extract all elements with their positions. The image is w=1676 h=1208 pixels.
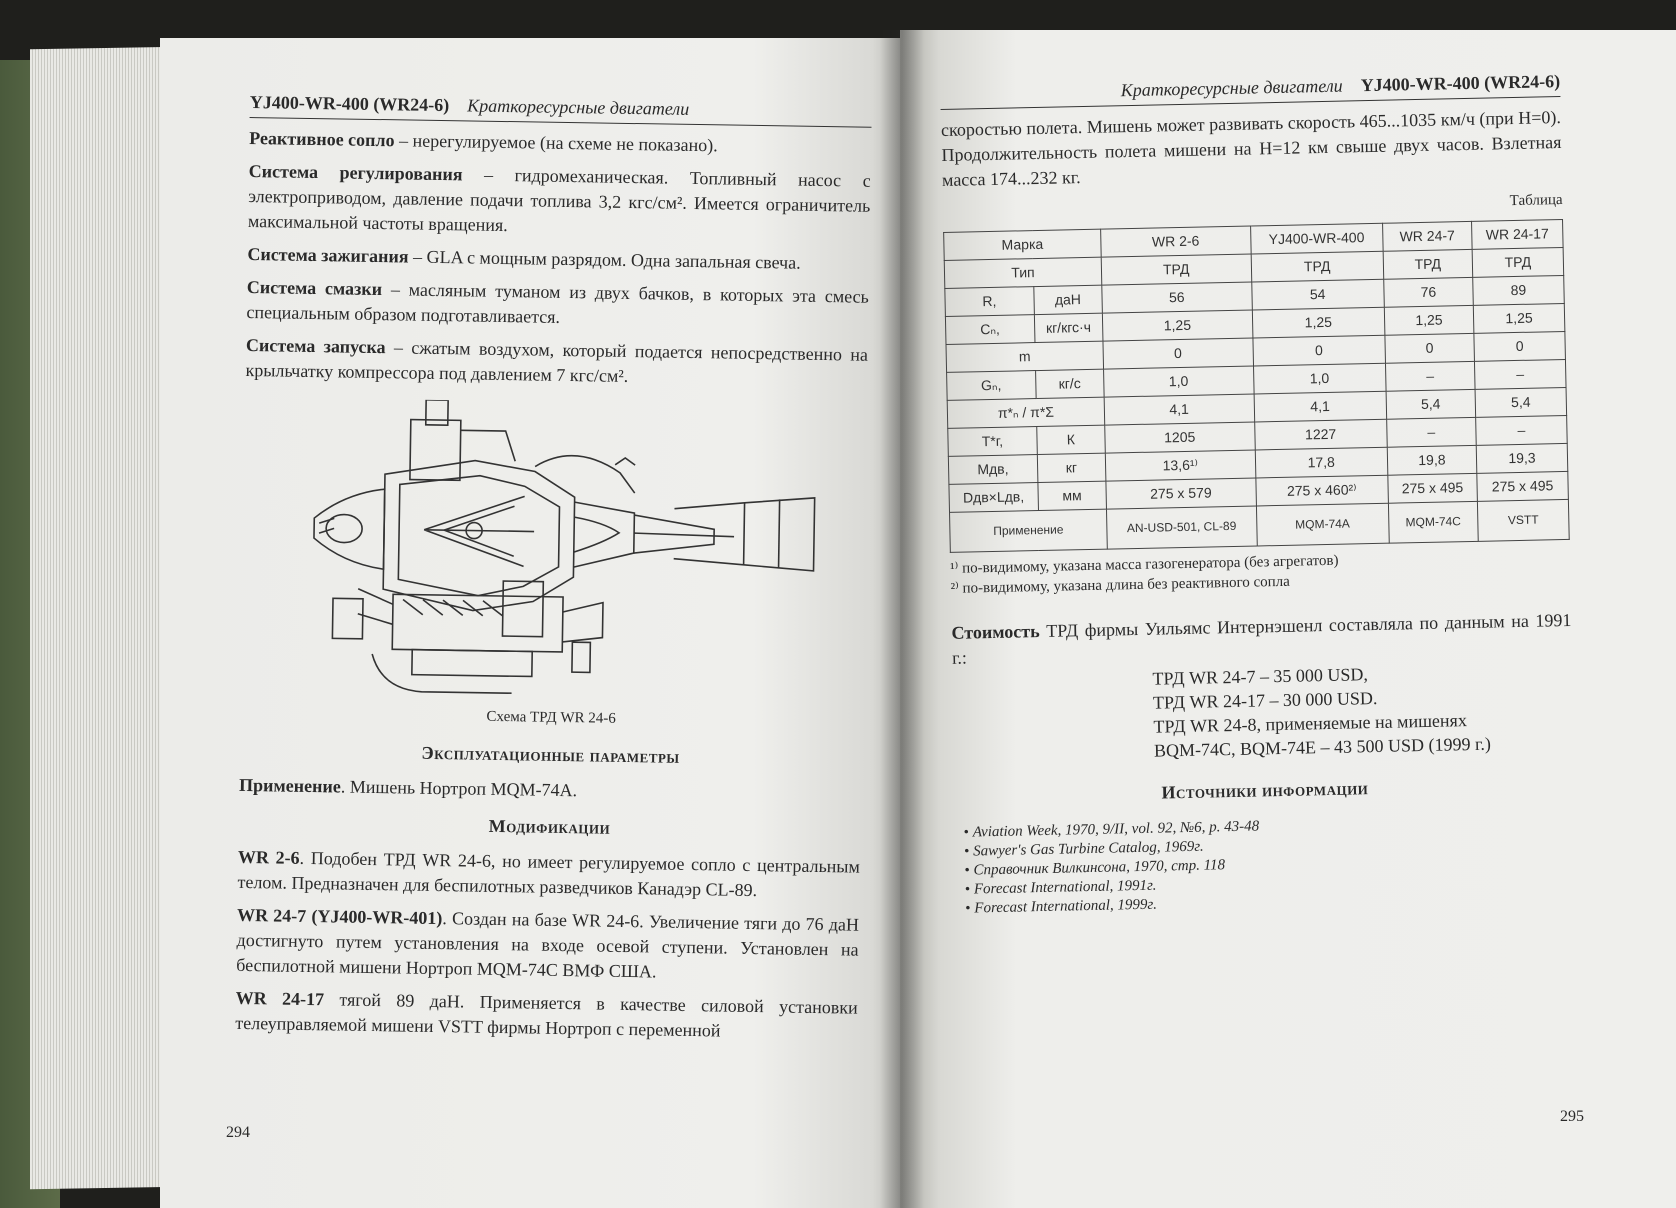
footnote-1: ¹⁾ по-видимому, указана масса газогенератора (без агрегатов) <box>950 552 1339 577</box>
param-cell: π*ₙ / π*Σ <box>947 397 1104 428</box>
type-cell: ТРД <box>1251 251 1384 282</box>
value-cell: – <box>1385 361 1475 391</box>
param-cell: R, <box>945 287 1034 317</box>
paragraph-control-system: Система регулирования – гидромеханическая. Топливный насос с электроприводом, давление подачи топлива 3,2 кгс/см². Имеется ограничитель максимальной частоты вращения. <box>247 160 871 236</box>
cost-line: BQM-74C, BQM-74E – 43 500 USD (1999 г.) <box>1153 733 1492 761</box>
paragraph-cost: Стоимость ТРД фирмы Уильямс Интернэшенл составляла по данным на 1991 г.: <box>951 609 1572 668</box>
sources-title: Источники информации <box>1161 778 1369 803</box>
cost-line: ТРД WR 24-8, применяемые на мишенях <box>1153 710 1468 737</box>
engine-schematic-figure <box>271 397 836 706</box>
source-item: • Sawyer's Gas Turbine Catalog, 1969г. <box>964 830 1576 862</box>
value-cell: 0 <box>1252 335 1385 366</box>
modifications-title: Модификации <box>488 815 611 838</box>
book-spine-shadow <box>880 30 924 1208</box>
unit-cell: К <box>1036 425 1105 454</box>
paragraph-nozzle: Реактивное сопло – нерегулируемое (на схеме не показано). <box>249 127 718 156</box>
value-cell: 1,25 <box>1252 307 1385 338</box>
value-cell: 13,6¹⁾ <box>1105 450 1255 481</box>
value-cell: 1,25 <box>1384 305 1474 335</box>
right-header-section: Краткоресурсные двигатели <box>1120 75 1343 101</box>
right-running-head <box>940 69 1560 110</box>
value-cell: 89 <box>1473 275 1565 305</box>
footnote-2: ²⁾ по-видимому, указана длина без реактивного сопла <box>950 573 1291 597</box>
right-page-number: 295 <box>1560 1108 1584 1125</box>
paragraph-intro: скоростью полета. Мишень может развивать скорость 465...1035 км/ч (при H=0). Продолжительность полета мишени на H=12 км свыше двух часов. Взлетная масса 174...232 кг. <box>940 107 1562 190</box>
unit-cell: мм <box>1038 481 1107 510</box>
value-cell: 1,25 <box>1102 310 1252 341</box>
paragraph-mod-wr24-17: WR 24-17 тягой 89 даН. Применяется в качестве силовой установки телеуправляемой мишени VSTT фирмы Нортроп с переменной <box>235 987 858 1041</box>
value-cell: 0 <box>1385 333 1475 363</box>
operational-params-title: Эксплуатационные параметры <box>421 742 680 767</box>
paragraph-ignition: Система зажигания – GLA с мощным разрядом. Одна запальная свеча. <box>247 243 801 273</box>
marka-label: Марка <box>944 229 1101 260</box>
param-cell: Dдв×Lдв, <box>949 483 1038 513</box>
value-cell: 5,4 <box>1386 389 1476 419</box>
figure-caption: Схема ТРД WR 24-6 <box>486 708 616 727</box>
value-cell: 275 x 460²⁾ <box>1255 475 1388 506</box>
right-page <box>900 30 1676 1208</box>
value-cell: – <box>1387 417 1477 447</box>
param-cell: T*г, <box>948 427 1037 457</box>
left-page-number: 294 <box>226 1124 250 1141</box>
model-cell: WR 2-6 <box>1101 226 1251 257</box>
model-cell: WR 24-7 <box>1382 221 1472 251</box>
value-cell: 19,8 <box>1387 445 1477 475</box>
paragraph-mod-wr2-6: WR 2-6. Подобен ТРД WR 24-6, но имеет регулируемое сопло с центральным телом. Предназначен для беспилотных разведчиков Канадэр CL-89. <box>237 846 861 901</box>
value-cell: 19,3 <box>1476 443 1568 473</box>
spec-table <box>943 219 1570 553</box>
application-cell: MQM-74A <box>1256 503 1389 546</box>
cost-block <box>951 608 1574 767</box>
type-label: Тип <box>944 257 1101 288</box>
value-cell: 76 <box>1384 277 1474 307</box>
right-page-content <box>940 69 1577 919</box>
param-cell: Cₙ, <box>945 315 1034 345</box>
table-label: Таблица <box>1509 191 1563 210</box>
value-cell: 4,1 <box>1254 391 1387 422</box>
application-cell: MQM-74C <box>1388 501 1478 543</box>
value-cell: – <box>1474 359 1566 389</box>
model-cell: YJ400-WR-400 <box>1250 223 1383 254</box>
value-cell: 5,4 <box>1475 387 1567 417</box>
source-item: • Forecast International, 1999г. <box>965 887 1577 919</box>
value-cell: 1205 <box>1105 422 1255 453</box>
value-cell: – <box>1476 415 1568 445</box>
value-cell: 1,0 <box>1253 363 1386 394</box>
unit-cell: кг/с <box>1035 369 1104 398</box>
application-cell: AN-USD-501, CL-89 <box>1106 506 1256 549</box>
page-stack-edge <box>30 47 180 1190</box>
paragraph-starting: Система запуска – сжатым воздухом, который подается непосредственно на крыльчатку компрессора под давлением 7 кгс/см². <box>245 334 869 386</box>
value-cell: 1,0 <box>1103 366 1253 397</box>
value-cell: 54 <box>1251 279 1384 310</box>
engine-schematic-drawing <box>271 397 836 706</box>
left-running-head <box>250 90 872 128</box>
source-item: • Aviation Week, 1970, 9/II, vol. 92, №6, p. 43-48 <box>964 811 1576 843</box>
unit-cell: кг <box>1037 453 1106 482</box>
source-item: • Forecast International, 1991г. <box>965 868 1577 900</box>
right-header-code: YJ400-WR-400 (WR24-6) <box>1360 71 1561 96</box>
type-cell: ТРД <box>1101 254 1251 285</box>
paragraph-application: Применение. Мишень Нортроп MQM-74A. <box>238 774 578 801</box>
value-cell: 275 x 579 <box>1106 478 1256 509</box>
value-cell: 0 <box>1103 338 1253 369</box>
value-cell: 17,8 <box>1255 447 1388 478</box>
source-item: • Справочник Вилкинсона, 1970, стр. 118 <box>964 849 1576 881</box>
type-cell: ТРД <box>1383 249 1473 279</box>
value-cell: 1227 <box>1254 419 1387 450</box>
paragraph-lubrication: Система смазки – масляным туманом из двух бачков, в которых эта смесь специальным образом подготавливается. <box>246 276 869 327</box>
value-cell: 0 <box>1474 331 1566 361</box>
model-cell: WR 24-17 <box>1471 219 1563 249</box>
application-label: Применение <box>950 509 1108 552</box>
value-cell: 56 <box>1102 282 1252 313</box>
left-header-section: Краткоресурсные двигатели <box>467 95 690 119</box>
cost-line: ТРД WR 24-17 – 30 000 USD. <box>1152 687 1378 713</box>
left-page <box>160 38 902 1208</box>
unit-cell: кг/кгс·ч <box>1034 313 1103 342</box>
cost-line: ТРД WR 24-7 – 35 000 USD, <box>1152 664 1369 689</box>
left-page-content <box>235 90 872 1054</box>
param-cell: m <box>946 341 1103 372</box>
paragraph-mod-wr24-7: WR 24-7 (YJ400-WR-401). Создан на базе WR 24-6. Увеличение тяги до 76 даН достигнуто путем установления на входе осевой ступени. Установлен на беспилотной мишени Нортроп MQM-74C ВМФ США. <box>236 904 860 982</box>
param-cell: Mдв, <box>948 455 1037 485</box>
value-cell: 1,25 <box>1473 303 1565 333</box>
value-cell: 4,1 <box>1104 394 1254 425</box>
value-cell: 275 x 495 <box>1477 471 1569 501</box>
left-header-code: YJ400-WR-400 (WR24-6) <box>249 91 450 116</box>
type-cell: ТРД <box>1472 247 1564 277</box>
unit-cell: даН <box>1033 285 1102 314</box>
sources-list <box>956 811 1578 919</box>
value-cell: 275 x 495 <box>1388 473 1478 503</box>
param-cell: Gₙ, <box>947 371 1036 401</box>
application-cell: VSTT <box>1477 499 1569 541</box>
